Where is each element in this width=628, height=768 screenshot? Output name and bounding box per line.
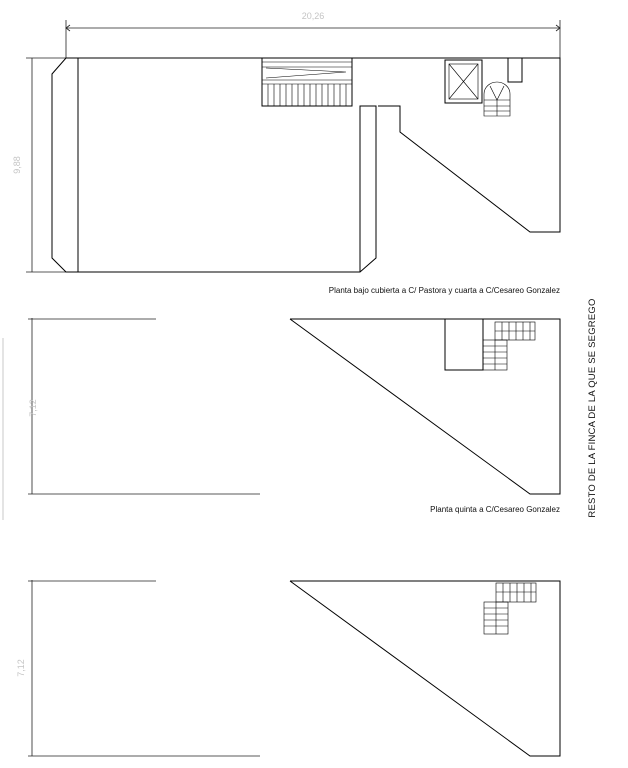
bottom-stair — [484, 583, 536, 634]
top-stair-treads — [268, 84, 346, 106]
mid-plan — [28, 318, 560, 514]
mid-height-dimension: 7,12 — [28, 399, 38, 417]
top-height-dimension: 9,88 — [12, 156, 22, 174]
bottom-height-dimension: 7,12 — [16, 659, 26, 677]
top-plan-label: Planta bajo cubierta a C/ Pastora y cuarta a C/Cesareo Gonzalez — [328, 286, 560, 295]
top-plan — [12, 11, 560, 295]
bottom-plan — [16, 580, 560, 768]
mid-plan-label: Planta quinta a C/Cesareo Gonzalez — [430, 505, 560, 514]
right-side-label: RESTO DE LA FINCA DE LA QUE SE SEGREGO — [587, 298, 598, 518]
top-width-dimension: 20,26 — [301, 11, 325, 21]
mid-stair — [483, 322, 535, 370]
